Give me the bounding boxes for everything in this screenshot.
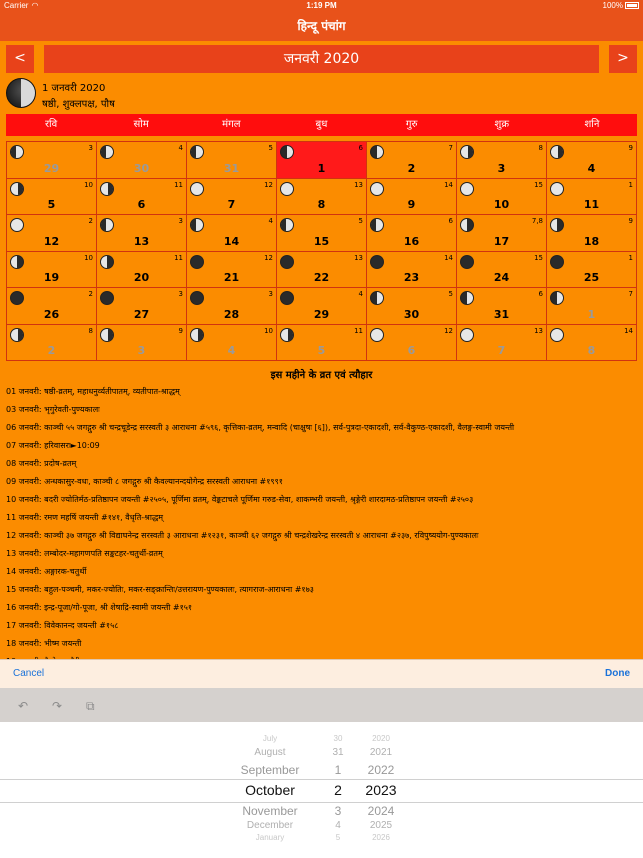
- tithi-number: 11: [174, 253, 183, 262]
- calendar-day-cell[interactable]: [547, 325, 637, 362]
- moon-phase-icon: [370, 328, 384, 342]
- tithi-number: 3: [178, 290, 183, 298]
- picker-month-option[interactable]: January: [255, 833, 285, 842]
- keyboard-shortcut-bar: [0, 688, 643, 722]
- calendar-day-cell[interactable]: [457, 325, 547, 362]
- moon-phase-icon: [460, 145, 474, 159]
- day-number: 8: [587, 344, 596, 357]
- picker-day-option[interactable]: 5: [335, 833, 341, 842]
- tithi-number: 6: [538, 290, 543, 298]
- day-number: 7: [227, 198, 236, 211]
- festivals-list[interactable]: [6, 383, 637, 659]
- picker-toolbar: [0, 659, 643, 688]
- day-number: 25: [583, 271, 600, 284]
- picker-month-option[interactable]: August: [254, 747, 286, 758]
- tithi-number: 9: [178, 326, 183, 335]
- day-number: 6: [407, 344, 416, 357]
- festival-item: 06 जनवरी: काञ्ची ५५ जगद्गुरु श्री चन्द्रचूडेन्द्र सरस्वती ३ आराधना #५९६, कृत्तिका-व्रतम्, मन्वादि (चाक्षुषः [६]), सर्व-पुत्रदा-एकादशी, सर्व-वैकुण्ठ-एकादशी, वैलङ्ग-स्वामी जयन्ती: [6, 423, 515, 432]
- day-number: 4: [227, 344, 236, 357]
- calendar-day-cell[interactable]: [367, 325, 457, 362]
- calendar-day-cell[interactable]: [457, 252, 547, 289]
- day-number: 30: [403, 307, 420, 321]
- tithi-number: 14: [444, 253, 453, 262]
- moon-phase-icon: [460, 182, 474, 196]
- picker-day-option[interactable]: 1: [334, 763, 342, 777]
- calendar-day-cell[interactable]: [277, 142, 367, 179]
- picker-year-option[interactable]: 2024: [367, 804, 395, 818]
- weekday-fri: शुक्र: [494, 119, 510, 130]
- moon-phase-icon: [460, 328, 474, 342]
- cancel-button[interactable]: Cancel: [13, 668, 45, 679]
- calendar-day-cell[interactable]: [7, 215, 97, 252]
- day-number: 31: [223, 161, 240, 175]
- picker-year-option[interactable]: 2023: [365, 782, 397, 798]
- moon-phase-icon: [10, 255, 24, 269]
- tithi-number: 2: [88, 217, 93, 225]
- moon-phase-icon: [280, 291, 294, 305]
- day-number: 22: [313, 271, 330, 284]
- moon-phase-icon: [100, 255, 114, 269]
- calendar-day-cell[interactable]: [547, 215, 637, 252]
- calendar-day-cell[interactable]: [547, 288, 637, 325]
- day-number: 2: [407, 161, 416, 175]
- day-number: 16: [403, 234, 420, 248]
- festival-item: 11 जनवरी: रमण महर्षि जयन्ती #१४१, वैधृति-श्राद्धम्: [6, 513, 164, 522]
- weekday-mon: सोम: [133, 119, 149, 130]
- tithi-number: 2: [88, 290, 93, 298]
- battery-indicator: 100%: [603, 1, 639, 10]
- day-number: 12: [43, 234, 60, 248]
- date-picker[interactable]: [0, 722, 643, 858]
- tithi-number: 13: [354, 180, 363, 189]
- tithi-number: 11: [174, 180, 183, 189]
- today-tithi: षष्ठी, शुक्लपक्ष, पौष: [42, 99, 115, 110]
- tithi-number: 5: [448, 290, 453, 298]
- calendar-day-cell[interactable]: [187, 142, 277, 179]
- moon-phase-icon: [190, 328, 204, 342]
- festival-item: 03 जनवरी: भृगुरेवती-पुण्यकालः: [6, 405, 100, 414]
- calendar-day-cell[interactable]: [457, 215, 547, 252]
- moon-phase-icon: [190, 218, 204, 232]
- tithi-number: 9: [628, 217, 633, 225]
- moon-phase-icon: [190, 182, 204, 196]
- undo-icon[interactable]: ↶: [18, 699, 29, 713]
- tithi-number: 12: [264, 180, 273, 189]
- picker-year-option[interactable]: 2020: [372, 734, 390, 743]
- day-number: 23: [403, 271, 420, 284]
- picker-month-option[interactable]: October: [245, 782, 295, 798]
- moon-phase-icon: [460, 291, 474, 305]
- tithi-number: 10: [264, 326, 273, 335]
- calendar-day-cell[interactable]: [277, 252, 367, 289]
- weekday-wed: बुध: [315, 119, 328, 130]
- moon-phase-icon: [10, 291, 24, 305]
- moon-phase-icon: [370, 218, 384, 232]
- moon-phase-icon: [370, 145, 384, 159]
- day-number: 10: [493, 198, 510, 211]
- battery-icon: [625, 2, 639, 9]
- picker-month-option[interactable]: November: [242, 804, 298, 818]
- tithi-number: 3: [268, 290, 273, 298]
- app-title: हिन्दू पंचांग: [0, 12, 643, 41]
- redo-icon[interactable]: ↷: [52, 699, 63, 713]
- calendar-day-cell[interactable]: [277, 288, 367, 325]
- moon-phase-icon: [190, 291, 204, 305]
- moon-phase-icon: [190, 145, 204, 159]
- calendar-day-cell[interactable]: [97, 252, 187, 289]
- tithi-number: 1: [628, 180, 633, 189]
- calendar-day-cell[interactable]: [7, 179, 97, 216]
- day-number: 30: [133, 161, 150, 175]
- day-number: 5: [47, 198, 56, 211]
- clock: 1:19 PM: [306, 1, 337, 10]
- moon-phase-icon: [460, 218, 474, 232]
- tithi-number: 4: [268, 217, 273, 225]
- festival-item: 14 जनवरी: अङ्गारक-चतुर्थी: [6, 567, 87, 576]
- calendar-day-cell[interactable]: [97, 325, 187, 362]
- tithi-number: 4: [178, 144, 183, 152]
- moon-phase-icon: [10, 328, 24, 342]
- tithi-number: 6: [358, 144, 363, 152]
- today-date: 1 जनवरी 2020: [42, 83, 106, 94]
- month-header: [6, 45, 637, 73]
- tithi-number: 15: [534, 253, 543, 262]
- moon-phase-icon: [100, 291, 114, 305]
- day-number: 28: [223, 307, 240, 321]
- selection-line-bottom: [0, 802, 643, 803]
- moon-phase-icon: [370, 182, 384, 196]
- prev-month-button[interactable]: <: [6, 45, 34, 73]
- tithi-number: 6: [448, 217, 453, 225]
- tithi-number: 9: [628, 144, 633, 152]
- tithi-number: 5: [268, 144, 273, 152]
- day-number: 27: [133, 307, 150, 321]
- calendar-day-cell[interactable]: [547, 252, 637, 289]
- tithi-number: 14: [624, 326, 633, 335]
- status-bar: [0, 0, 643, 12]
- calendar-day-cell[interactable]: [277, 215, 367, 252]
- calendar-day-cell[interactable]: [187, 288, 277, 325]
- festival-item: 08 जनवरी: प्रदोष-व्रतम्: [6, 459, 77, 468]
- tithi-number: 12: [264, 253, 273, 262]
- calendar-day-cell[interactable]: [7, 288, 97, 325]
- next-month-button[interactable]: >: [609, 45, 637, 73]
- calendar-day-cell[interactable]: [457, 179, 547, 216]
- calendar-day-cell[interactable]: [367, 288, 457, 325]
- day-number: 2: [47, 344, 56, 357]
- festival-item: 09 जनवरी: अन्धकासुर-वधः, काञ्ची ८ जगद्गुरु श्री कैवल्यानन्दयोगेन्द्र सरस्वती आराधना #१९९१: [6, 477, 283, 486]
- festival-item: 17 जनवरी: विवेकानन्द जयन्ती #१५८: [6, 621, 119, 630]
- moon-phase-icon: [370, 255, 384, 269]
- festival-item: 07 जनवरी: हरिवासरः►10:09: [6, 441, 100, 450]
- calendar-day-cell[interactable]: [7, 252, 97, 289]
- tithi-number: 10: [84, 180, 93, 189]
- festival-item: 16 जनवरी: इन्द्र-पूजा/गो-पूजा, श्री शेषाद्रि-स्वामी जयन्ती #१५१: [6, 603, 193, 612]
- picker-year-option[interactable]: 2025: [369, 820, 393, 831]
- moon-phase-icon: [190, 255, 204, 269]
- festival-item: 01 जनवरी: षष्ठी-व्रतम्, महाधनुर्व्यतीपातम्, व्यतीपात-श्राद्धम्: [6, 387, 180, 396]
- wifi-icon: ◠: [31, 1, 39, 10]
- festivals-title: इस महीने के व्रत एवं त्यौहार: [270, 370, 373, 381]
- tithi-number: 7: [628, 290, 633, 298]
- day-number: 14: [223, 234, 240, 248]
- picker-day-option[interactable]: 30: [333, 734, 343, 743]
- calendar-day-cell[interactable]: [277, 325, 367, 362]
- picker-day-option[interactable]: 3: [334, 804, 342, 818]
- day-number: 26: [43, 307, 60, 321]
- paste-icon[interactable]: ⧉: [86, 699, 95, 713]
- moon-phase-icon: [550, 328, 564, 342]
- moon-phase-icon: [550, 255, 564, 269]
- day-number: 1: [587, 307, 596, 321]
- tithi-number: 8: [538, 144, 543, 152]
- moon-phase-icon: [280, 145, 294, 159]
- calendar-day-cell[interactable]: [97, 288, 187, 325]
- calendar-day-cell[interactable]: [367, 142, 457, 179]
- weekday-sat: शनि: [584, 119, 600, 130]
- moon-phase-icon: [280, 255, 294, 269]
- calendar-day-cell[interactable]: [97, 215, 187, 252]
- picker-day-option[interactable]: 2: [334, 782, 342, 798]
- weekday-thu: गुरु: [405, 119, 418, 130]
- tithi-number: 7: [448, 144, 453, 152]
- tithi-number: 3: [178, 217, 183, 225]
- day-number: 9: [407, 198, 416, 211]
- calendar-day-cell[interactable]: [187, 252, 277, 289]
- day-number: 24: [493, 271, 510, 284]
- tithi-number: 14: [444, 180, 453, 189]
- picker-month-option[interactable]: December: [246, 820, 294, 831]
- tithi-number: 13: [534, 326, 543, 335]
- moon-phase-icon: [10, 145, 24, 159]
- moon-phase-icon: [100, 145, 114, 159]
- day-number: 3: [497, 161, 506, 175]
- tithi-number: 15: [534, 180, 543, 189]
- calendar-day-cell[interactable]: [187, 325, 277, 362]
- moon-phase-icon: [550, 291, 564, 305]
- tithi-number: 8: [88, 326, 93, 335]
- day-number: 15: [313, 234, 330, 248]
- calendar-day-cell[interactable]: [547, 142, 637, 179]
- tithi-number: 4: [358, 290, 363, 298]
- day-number: 5: [317, 344, 326, 357]
- tithi-number: 1: [628, 253, 633, 262]
- moon-phase-icon: [550, 218, 564, 232]
- picker-year-option[interactable]: 2022: [367, 763, 395, 777]
- tithi-number: 5: [358, 217, 363, 225]
- festival-item: 18 जनवरी: भीष्म जयन्ती: [6, 639, 82, 648]
- calendar-day-cell[interactable]: [367, 252, 457, 289]
- calendar-day-cell[interactable]: [367, 215, 457, 252]
- festival-item: 12 जनवरी: काञ्ची ३७ जगद्गुरु श्री विद्याघनेन्द्र सरस्वती ३ आराधना #१२३१, काञ्ची ६२ जगद्गुरु श्री चन्द्रशेखरेन्द्र सरस्वती ४ आराधना #२३७, रविपुष्ययोग-पुण्यकालः: [6, 531, 479, 540]
- moon-phase-icon: [6, 78, 36, 108]
- calendar-day-cell[interactable]: [367, 179, 457, 216]
- calendar-day-cell[interactable]: [7, 142, 97, 179]
- day-number: 20: [133, 271, 150, 284]
- day-number: 4: [587, 161, 596, 175]
- calendar-day-cell[interactable]: [187, 215, 277, 252]
- tithi-number: 13: [354, 253, 363, 262]
- picker-day-option[interactable]: 31: [332, 747, 344, 758]
- moon-phase-icon: [280, 218, 294, 232]
- weekday-sun: रवि: [44, 119, 58, 130]
- picker-month-option[interactable]: July: [262, 734, 278, 743]
- moon-phase-icon: [10, 182, 24, 196]
- moon-phase-icon: [100, 218, 114, 232]
- calendar-day-cell[interactable]: [457, 288, 547, 325]
- weekday-tue: मंगल: [222, 119, 241, 130]
- moon-phase-icon: [280, 182, 294, 196]
- carrier-label: Carrier ◠: [4, 1, 39, 10]
- day-number: 21: [223, 271, 240, 284]
- festival-item: 13 जनवरी: लम्बोदर-महागणपति सङ्कटहर-चतुर्थी-व्रतम्: [6, 549, 163, 558]
- moon-phase-icon: [100, 182, 114, 196]
- picker-day-option[interactable]: 4: [335, 820, 341, 831]
- moon-phase-icon: [370, 291, 384, 305]
- day-number: 29: [43, 161, 60, 175]
- day-number: 7: [497, 344, 506, 357]
- calendar-day-cell[interactable]: [457, 142, 547, 179]
- tithi-number: 3: [88, 144, 93, 152]
- tithi-number: 10: [84, 253, 93, 262]
- festival-item: 10 जनवरी: बदरी ज्योतिर्मठ-प्रतिष्ठापन जयन्ती #२५०५, पूर्णिमा व्रतम्, वेङ्कटाचले पूर्णिमा गरुड-सेवा, शाकम्भरी जयन्ती, श्रृङ्गेरी शारदामठ-प्रतिष्ठापन जयन्ती #२५०३: [6, 495, 474, 504]
- day-number: 17: [493, 234, 510, 248]
- calendar-day-cell[interactable]: [547, 179, 637, 216]
- calendar-day-cell[interactable]: [97, 179, 187, 216]
- picker-year-option[interactable]: 2026: [372, 833, 390, 842]
- day-number: 13: [133, 234, 150, 248]
- moon-phase-icon: [10, 218, 24, 232]
- day-number: 8: [317, 198, 326, 211]
- day-number: 18: [583, 234, 600, 248]
- selection-line-top: [0, 779, 643, 780]
- day-number: 1: [317, 161, 326, 175]
- moon-phase-icon: [100, 328, 114, 342]
- tithi-number: 12: [444, 326, 453, 335]
- picker-month-option[interactable]: September: [240, 763, 300, 777]
- festival-item: 15 जनवरी: बहुल-पञ्चमी, मकर-ज्योतिः, मकर-सङ्क्रान्तिः/उत्तरायण-पुण्यकालः, त्यागराज-आराधना #१७३: [6, 585, 314, 594]
- month-title[interactable]: जनवरी 2020: [44, 45, 599, 73]
- moon-phase-icon: [550, 182, 564, 196]
- weekday-header: [6, 114, 637, 136]
- calendar-day-cell[interactable]: [97, 142, 187, 179]
- day-number: 29: [313, 307, 330, 321]
- day-number: 31: [493, 307, 510, 321]
- tithi-number: 7,8: [531, 217, 543, 225]
- calendar-day-cell[interactable]: [187, 179, 277, 216]
- moon-phase-icon: [280, 328, 294, 342]
- calendar-grid: [6, 141, 637, 361]
- moon-phase-icon: [460, 255, 474, 269]
- moon-phase-icon: [550, 145, 564, 159]
- day-number: 3: [137, 344, 146, 357]
- calendar-day-cell[interactable]: [277, 179, 367, 216]
- day-number: 19: [43, 271, 60, 284]
- done-button[interactable]: Done: [605, 668, 630, 679]
- calendar-day-cell[interactable]: [7, 325, 97, 362]
- tithi-number: 11: [354, 326, 363, 335]
- day-number: 11: [583, 198, 600, 211]
- day-number: 6: [137, 198, 146, 211]
- picker-year-option[interactable]: 2021: [369, 747, 393, 758]
